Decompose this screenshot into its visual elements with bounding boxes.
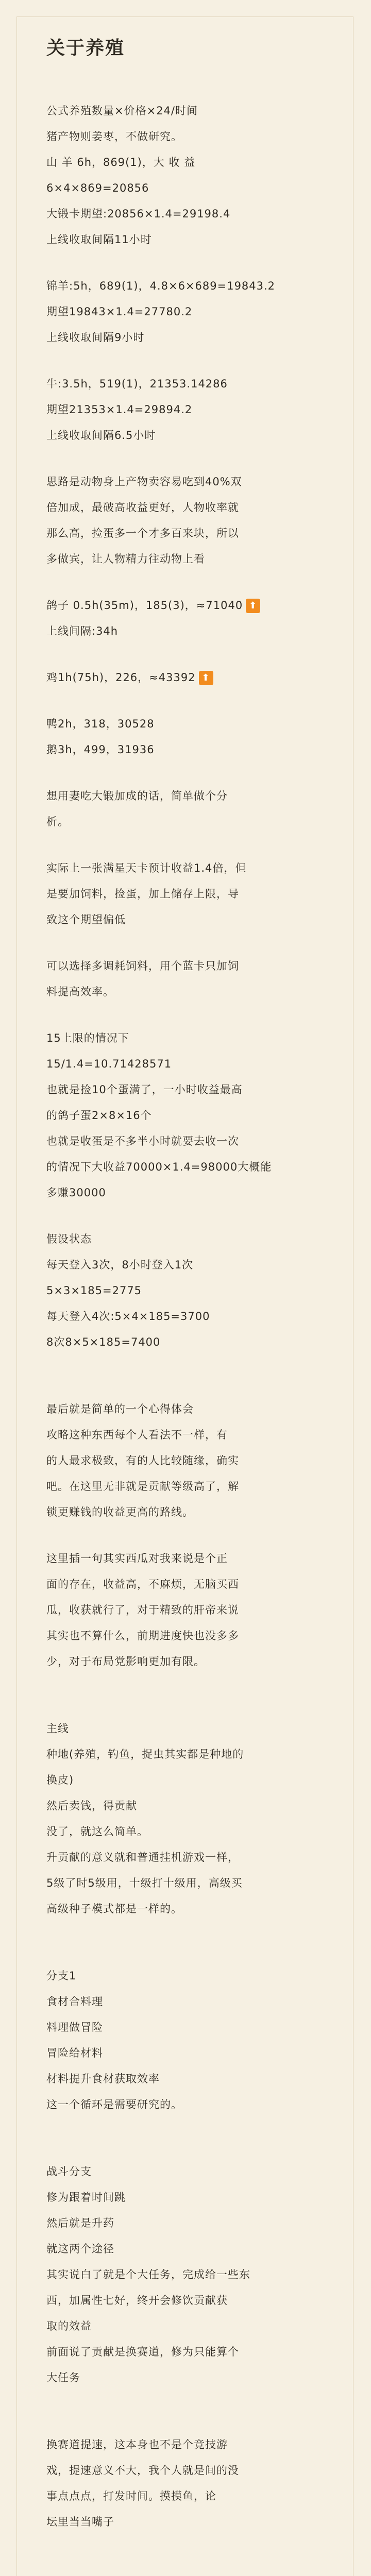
text-line: 每天登入4次:5×4×185=3700 [46, 1310, 210, 1323]
section-watermelon [46, 1546, 335, 1674]
section-card [46, 855, 335, 933]
text-line: 就这两个途径 [46, 2243, 114, 2255]
text-line: 多做宾，让人物精力往动物上看 [46, 553, 205, 565]
text-line: 期望21353×1.4=29894.2 [46, 403, 193, 416]
section-battle [46, 2159, 335, 2391]
text-line: 那么高，捡蛋多一个才多百来块，所以 [46, 527, 239, 539]
text-segment: 鸡1h(75h)，226，≈43392 [46, 671, 196, 684]
text-line: 换赛道提速，这本身也不是个竞技游 [46, 2438, 228, 2451]
section-limit [46, 1025, 335, 1206]
text-line: 山 羊 6h，869(1)，大 收 益 [46, 156, 196, 168]
text-line: 也就是捡10个蛋满了，一小时收益最高 [46, 1083, 243, 1096]
section-summary [46, 1396, 335, 1525]
text-line: 想用妻吃大锻加成的话，简单做个分 [46, 790, 228, 802]
text-line: 可以选择多调耗饲料，用个蓝卡只加饲 [46, 960, 239, 972]
text-line: 主线 [46, 1722, 69, 1735]
text-line: 致这个期望偏低 [46, 913, 126, 926]
text-line: 其实说白了就是个大任务，完成给一些东 [46, 2268, 250, 2281]
text-line: 取的效益 [46, 2320, 92, 2332]
section-feed [46, 953, 335, 1005]
text-line: 上线收取间隔9小时 [46, 331, 145, 344]
text-line: 战斗分支 [46, 2165, 92, 2178]
up-arrow-icon: ⬆ [246, 599, 260, 613]
text-line: 鹅3h，499，31936 [46, 743, 155, 756]
text-line: 换皮) [46, 1774, 74, 1786]
text-line: 大锻卡期望:20856×1.4=29198.4 [46, 208, 231, 220]
text-line: 上线收取间隔6.5小时 [46, 429, 156, 442]
text-line: 没了，就这么简单。 [46, 1825, 148, 1838]
text-line: 的情况下大收益70000×1.4=98000大概能 [46, 1161, 272, 1173]
text-line: 吧。在这里无非就是贡献等级高了，解 [46, 1480, 239, 1493]
text-line: 坛里当当嘴子 [46, 2516, 114, 2528]
text-line: 事点点点，打发时间。摸摸鱼，论 [46, 2490, 216, 2502]
text-line: 15上限的情况下 [46, 1032, 129, 1044]
text-line: 戏，提速意义不大，我个人就是间的没 [46, 2464, 239, 2477]
text-line: 高级种子模式都是一样的。 [46, 1903, 182, 1915]
note-content [46, 36, 335, 2535]
text-line: 这里插一句其实西瓜对我来说是个正 [46, 1552, 228, 1565]
text-line: 析。 [46, 816, 69, 828]
text-line: 最后就是简单的一个心得体会 [46, 1403, 194, 1415]
text-line: 锁更赚钱的收益更高的路线。 [46, 1506, 194, 1518]
text-line: 其实也不算什么，前期进度快也没多多 [46, 1630, 239, 1642]
text-line [46, 592, 335, 618]
text-line: 15/1.4=10.71428571 [46, 1058, 172, 1070]
text-line: 上线收取间隔11小时 [46, 233, 152, 246]
text-line: 种地(养殖，钓鱼，捉虫其实都是种地的 [46, 1748, 244, 1760]
text-line: 的人最求极致，有的人比较随缘，确实 [46, 1454, 239, 1467]
text-line: 牛:3.5h，519(1)，21353.14286 [46, 378, 228, 390]
text-line: 料理做冒险 [46, 2021, 103, 2033]
text-line: 冒险给材料 [46, 2047, 103, 2059]
text-line: 假设状态 [46, 1233, 92, 1245]
text-line: 多赚30000 [46, 1187, 106, 1199]
text-line: 是要加饲料，捡蛋，加上储存上限，导 [46, 888, 239, 900]
section-sheep [46, 273, 335, 350]
section-cow [46, 371, 335, 448]
section-branch1 [46, 1963, 335, 2117]
section-strategy [46, 469, 335, 572]
section-analysis [46, 783, 335, 835]
text-line: 修为跟着时间跳 [46, 2191, 126, 2204]
text-line: 每天登入3次，8小时登入1次 [46, 1259, 194, 1271]
text-line: 也就是收蛋是不多半小时就要去收一次 [46, 1135, 239, 1147]
text-line: 5级了时5级用，十级打十级用，高级买 [46, 1877, 243, 1889]
text-line: 锦羊:5h，689(1)，4.8×6×689=19843.2 [46, 280, 276, 292]
text-line: 8次8×5×185=7400 [46, 1336, 161, 1348]
section-duck-goose [46, 711, 335, 762]
section-mainline [46, 1716, 335, 1922]
text-line: 西，加属性七好，终开会修饮贡献获 [46, 2294, 228, 2307]
text-line: 然后卖钱，得贡献 [46, 1800, 137, 1812]
text-line: 升贡献的意义就和普通挂机游戏一样， [46, 1851, 239, 1863]
section-formula [46, 98, 335, 252]
text-line: 猪产物则姜枣，不做研究。 [46, 130, 182, 143]
text-line: 上线间隔:34h [46, 625, 119, 637]
page-title: 关于养殖 [46, 38, 125, 59]
text-line: 材料提升食材获取效率 [46, 2073, 160, 2085]
text-line: 大任务 [46, 2371, 80, 2384]
text-line: 分支1 [46, 1970, 77, 1982]
section-poultry [46, 592, 335, 690]
text-line: 食材合料理 [46, 1995, 103, 2008]
text-line: 然后就是升药 [46, 2217, 114, 2229]
text-line [46, 665, 335, 690]
text-line: 攻略这种东西每个人看法不一样，有 [46, 1429, 228, 1441]
text-line: 公式养殖数量×价格×24/时间 [46, 105, 198, 117]
text-line: 少，对于布局党影响更加有限。 [46, 1655, 205, 1668]
text-line: 前面说了贡献是换赛道，修为只能算个 [46, 2346, 239, 2358]
text-line: 料提高效率。 [46, 986, 114, 998]
section-assumption [46, 1226, 335, 1355]
text-line: 的鸽子蛋2×8×16个 [46, 1109, 152, 1122]
text-line: 这一个循环是需要研究的。 [46, 2098, 182, 2111]
text-line: 6×4×869=20856 [46, 182, 149, 194]
text-line: 思路是动物身上产物卖容易吃到40%双 [46, 476, 242, 488]
up-arrow-icon: ⬆ [199, 671, 213, 685]
text-line: 鸭2h，318，30528 [46, 718, 155, 730]
text-line: 期望19843×1.4=27780.2 [46, 306, 193, 318]
text-line: 5×3×185=2775 [46, 1284, 142, 1297]
text-line: 倍加成，最破高收益更好，人物收率就 [46, 501, 239, 514]
text-line: 瓜，收获就行了，对于精致的肝帝来说 [46, 1604, 239, 1616]
text-segment: 鸽子 0.5h(35m)，185(3)，≈71040 [46, 599, 243, 612]
section-closing [46, 2432, 335, 2535]
text-line: 面的存在，收益高，不麻烦，无脑买西 [46, 1578, 239, 1590]
text-line: 实际上一张满星天卡预计收益1.4倍，但 [46, 862, 247, 874]
